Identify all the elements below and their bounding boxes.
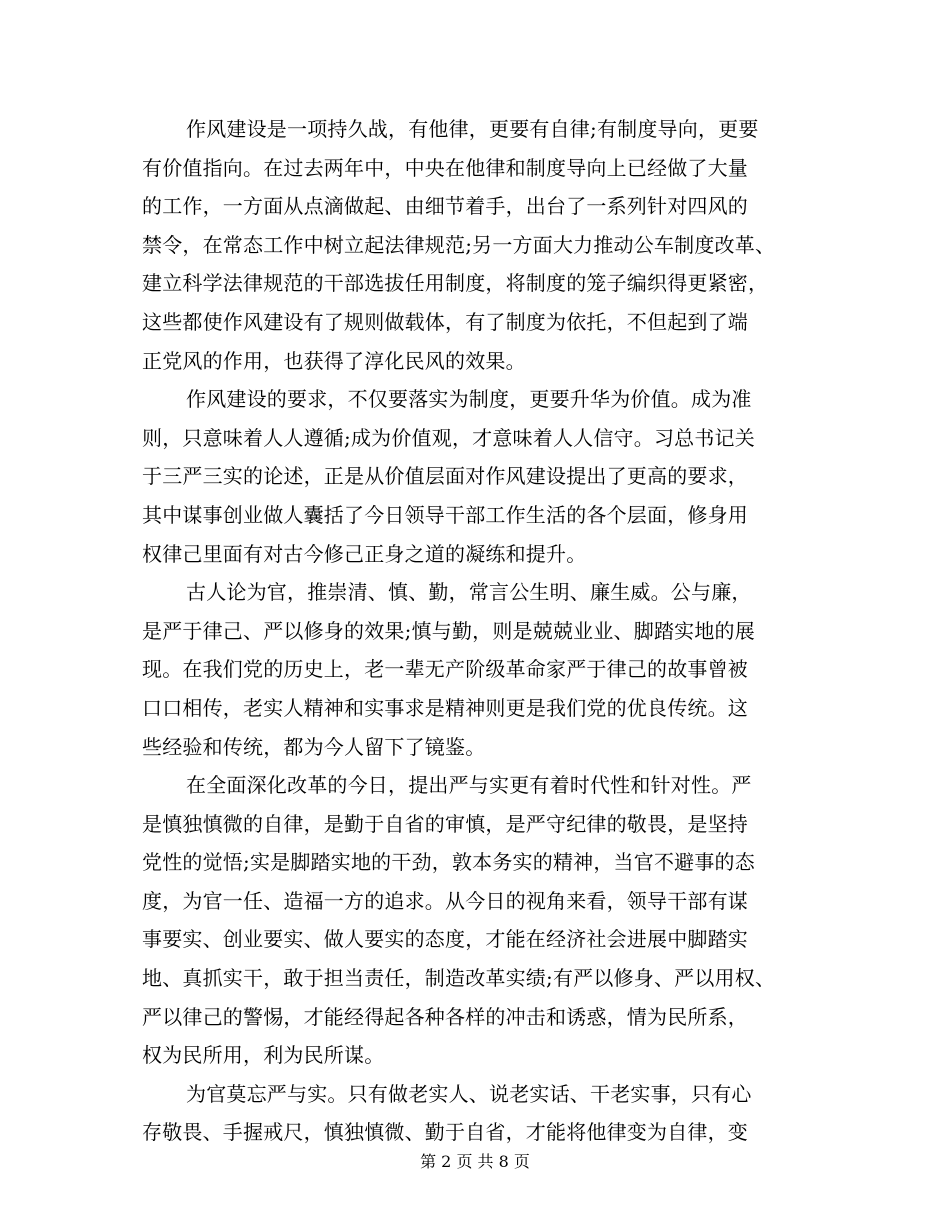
- text-line: 是严于律己、严以修身的效果;慎与勤，则是兢兢业业、脚踏实地的展: [142, 618, 755, 643]
- text-line: 作风建设是一项持久战，有他律，更要有自律;有制度导向，更要: [186, 117, 759, 141]
- text-line: 口口相传，老实人精神和实事求是精神则更是我们党的优良传统。这: [142, 695, 748, 720]
- text-line: 严以律己的警惕，才能经得起各种各样的冲击和诱惑，情为民所系，: [142, 1004, 748, 1029]
- text-line: 禁令，在常态工作中树立起法律规范;另一方面大力推动公车制度改革、: [142, 232, 776, 257]
- paragraph-4: [142, 766, 822, 1075]
- text-line: 现。在我们党的历史上，老一辈无产阶级革命家严于律己的故事曾被: [142, 657, 748, 682]
- paragraph-3: [142, 573, 822, 766]
- text-line: 事要实、创业要实、做人要实的态度，才能在经济社会进展中脚踏实: [142, 927, 748, 952]
- text-line: 党性的觉悟;实是脚踏实地的干劲，敦本务实的精神，当官不避事的态: [142, 850, 755, 875]
- text-line: 为官莫忘严与实。只有做老实人、说老实话、干老实事，只有心: [186, 1081, 752, 1106]
- text-line: 些经验和传统，都为今人留下了镜鉴。: [142, 734, 486, 759]
- text-line: 是慎独慎微的自律，是勤于自省的审慎，是严守纪律的敬畏，是坚持: [142, 811, 748, 836]
- text-line: 度，为官一任、造福一方的追求。从今日的视角来看，领导干部有谋: [142, 888, 748, 913]
- page-number-footer: 第 2 页 共 8 页: [420, 1152, 530, 1171]
- paragraph-5: [142, 1075, 822, 1152]
- text-line: 则，只意味着人人遵循;成为价值观，才意味着人人信守。习总书记关: [142, 425, 755, 450]
- text-line: 地、真抓实干，敢于担当责任，制造改革实绩;有严以修身、严以用权、: [142, 966, 776, 991]
- text-line: 的工作，一方面从点滴做起、由细节着手，出台了一系列针对四风的: [142, 194, 748, 219]
- text-line: 有价值指向。在过去两年中，中央在他律和制度导向上已经做了大量: [142, 155, 748, 180]
- text-line: 这些都使作风建设有了规则做载体，有了制度为依托，不但起到了端: [142, 309, 748, 334]
- text-line: 古人论为官，推崇清、慎、勤，常言公生明、廉生威。公与廉，: [186, 580, 752, 605]
- text-line: 权为民所用，利为民所谋。: [142, 1043, 385, 1068]
- text-line: 正党风的作用，也获得了淳化民风的效果。: [142, 348, 526, 373]
- text-line: 于三严三实的论述，正是从价值层面对作风建设提出了更高的要求，: [142, 464, 748, 489]
- document-body: [142, 110, 822, 1152]
- paragraph-2: [142, 380, 822, 573]
- text-line: 作风建设的要求，不仅要落实为制度，更要升华为价值。成为准: [186, 387, 752, 412]
- paragraph-1: [142, 110, 822, 380]
- text-line: 建立科学法律规范的干部选拔任用制度，将制度的笼子编织得更紧密，: [142, 271, 769, 296]
- text-line: 其中谋事创业做人囊括了今日领导干部工作生活的各个层面，修身用: [142, 502, 748, 527]
- text-line: 在全面深化改革的今日，提出严与实更有着时代性和针对性。严: [186, 773, 752, 798]
- text-line: 权律己里面有对古今修己正身之道的凝练和提升。: [142, 541, 587, 566]
- text-line: 存敬畏、手握戒尺，慎独慎微、勤于自省，才能将他律变为自律，变: [142, 1120, 748, 1145]
